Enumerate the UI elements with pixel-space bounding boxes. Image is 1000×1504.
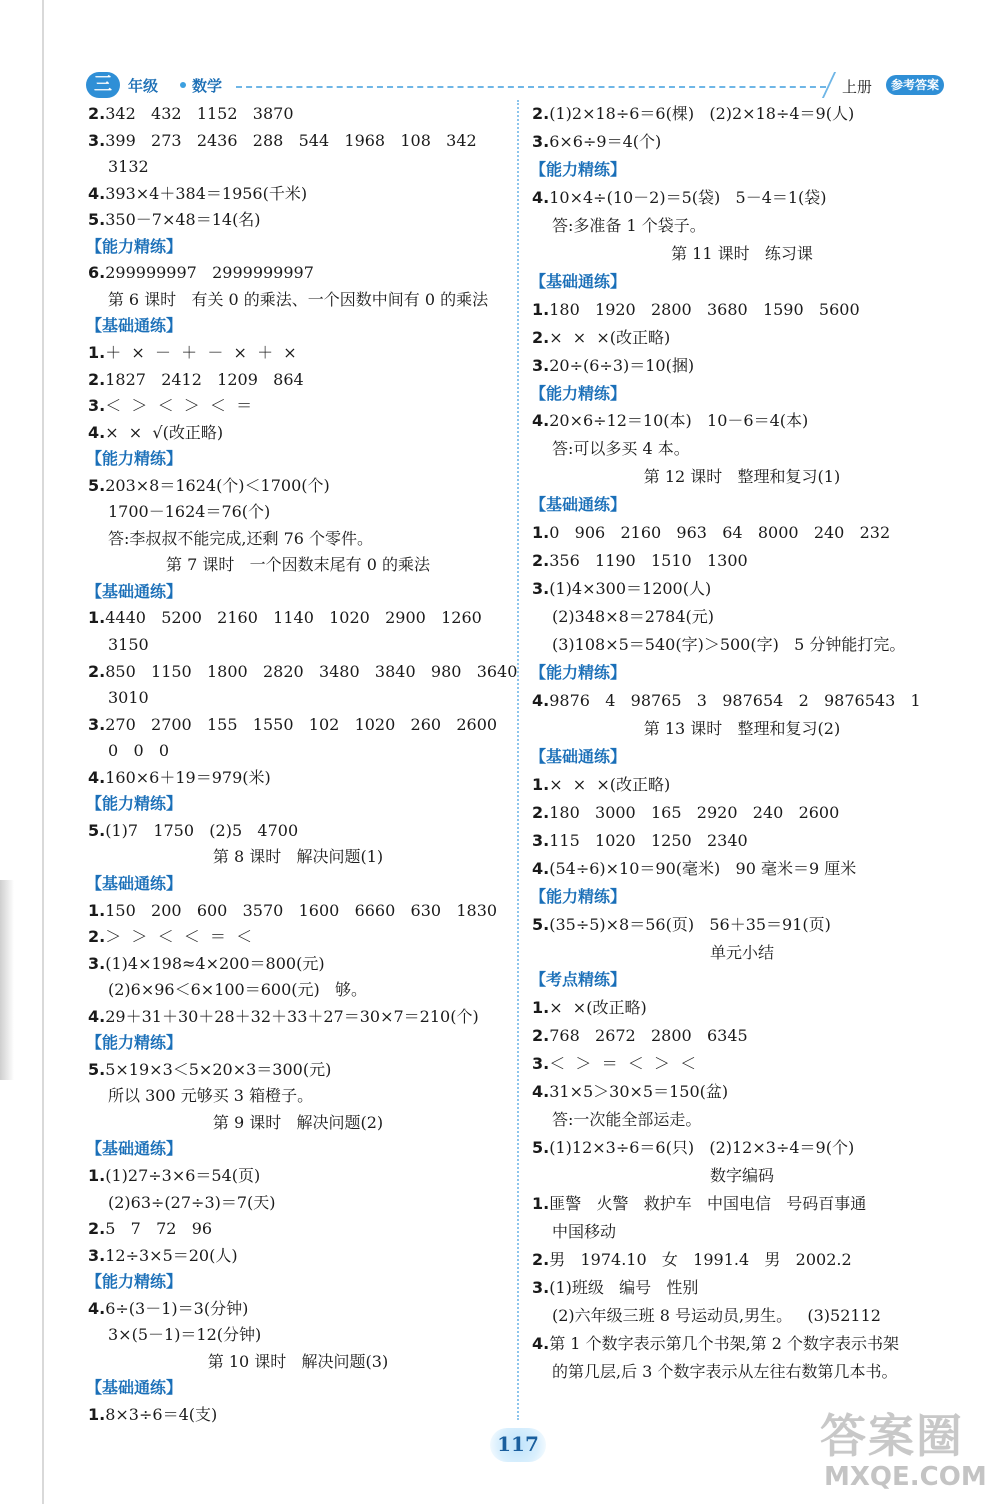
answer-text: 393×4＋384＝1956(千米) (105, 183, 308, 203)
answer-line (88, 662, 517, 682)
question-number: 4. (88, 1006, 106, 1026)
lesson-title: 第 9 课时 解决问题(2) (212, 1112, 384, 1132)
separator-dot-icon (180, 82, 186, 88)
question-number: 1. (88, 1166, 106, 1185)
section-heading: 【基础通练】 (86, 873, 183, 893)
section-heading: 【能力精练】 (530, 886, 627, 906)
answer-continuation: (2)6×96＜6×100＝600(元) 够。 (108, 980, 368, 1000)
answer-text: × ×(改正略) (549, 998, 647, 1018)
question-number: 4. (532, 187, 550, 207)
answer-line (532, 523, 890, 543)
question-number: 3. (532, 830, 550, 850)
question-number: 5. (532, 1138, 550, 1158)
answer-line (532, 859, 856, 879)
answer-line (88, 370, 304, 390)
answer-text: (1)12×3÷6＝6(只) (2)12×3÷4＝9(个) (549, 1138, 855, 1158)
answer-line (532, 691, 921, 711)
section-heading: 【能力精练】 (530, 663, 627, 682)
grade-badge: 三 (86, 72, 120, 98)
question-number: 1. (532, 523, 550, 543)
section-heading: 【基础通练】 (86, 1378, 183, 1398)
question-number: 2. (532, 802, 550, 822)
answer-text: 31×5＞30×5＝150(盆) (549, 1082, 729, 1102)
question-number: 1. (532, 1194, 550, 1214)
answer-line (88, 821, 298, 841)
answer-text: 115 1020 1250 2340 (549, 830, 748, 850)
question-number: 5. (88, 210, 106, 230)
answer-line (88, 184, 307, 204)
answer-text: 20÷(6÷3)＝10(捆) (549, 355, 695, 375)
answer-continuation: (2)六年级三班 8 号运动员,男生。 (3)52112 (552, 1305, 881, 1325)
question-number: 1. (88, 1404, 106, 1424)
answer-continuation: 答:李叔叔不能完成,还剩 76 个零件。 (108, 528, 374, 548)
answer-line (532, 1278, 698, 1298)
answer-text: 20×6÷12＝10(本) 10－6＝4(本) (549, 411, 809, 431)
answer-line (532, 356, 694, 376)
answer-text: 356 1190 1510 1300 (549, 551, 748, 571)
question-number: 4. (532, 1333, 550, 1353)
question-number: 2. (532, 1249, 550, 1269)
answer-text: ＜ ＞ ＜ ＞ ＜ ＝ (105, 396, 253, 416)
column-divider (517, 100, 519, 1420)
answer-text: 8×3÷6＝4(支) (105, 1404, 218, 1424)
answer-text: 180 1920 2800 3680 1590 5600 (549, 299, 860, 319)
answer-line (532, 1138, 854, 1158)
answer-text: 270 2700 155 1550 102 1020 260 2600 (105, 714, 498, 734)
answer-line (532, 831, 748, 851)
section-heading: 【基础通练】 (86, 316, 183, 336)
question-number: 1. (88, 900, 106, 920)
answer-text: 6÷(3－1)＝3(分钟) (105, 1298, 249, 1318)
answer-line (532, 1250, 852, 1270)
answer-text: × × ×(改正略) (549, 774, 671, 794)
question-number: 3. (88, 396, 106, 416)
answer-line (88, 210, 261, 230)
question-number: 2. (88, 369, 106, 389)
question-number: 1. (532, 998, 550, 1018)
answer-text: (1)7 1750 (2)5 4700 (105, 820, 299, 840)
section-heading: 【能力精练】 (86, 794, 183, 814)
answer-line (532, 132, 661, 152)
answer-continuation: 答:一次能全部运走。 (552, 1110, 702, 1130)
answer-continuation: 3150 (108, 635, 149, 654)
section-heading: 【基础通练】 (530, 271, 627, 291)
answer-continuation: 答:多准备 1 个袋子。 (552, 215, 706, 235)
answer-text: 5 7 72 96 (105, 1219, 213, 1239)
answer-line (88, 1166, 260, 1186)
answer-text: 10×4÷(10－2)＝5(袋) 5－4＝1(袋) (549, 187, 827, 207)
answer-line (88, 423, 223, 443)
answer-continuation: 1700－1624＝76(个) (108, 502, 271, 522)
question-number: 1. (532, 299, 550, 319)
answer-line (88, 768, 271, 788)
answer-continuation: 0 0 0 (108, 741, 170, 761)
answer-text: 768 2672 2800 6345 (549, 1026, 748, 1046)
question-number: 3. (532, 1277, 550, 1297)
answer-continuation: 的第几层,后 3 个数字表示从左往右数第几本书。 (552, 1361, 898, 1381)
answer-continuation: (2)348×8＝2784(元) (552, 607, 714, 627)
question-number: 4. (88, 767, 106, 787)
answer-text: ＜ ＞ ＝ ＜ ＞ ＜ (549, 1054, 697, 1074)
question-number: 6. (88, 263, 106, 283)
header-rule (236, 86, 826, 88)
answer-line (532, 803, 839, 823)
answer-text: (1)班级 编号 性别 (549, 1277, 699, 1297)
header-slash (822, 72, 836, 98)
section-heading: 【能力精练】 (530, 159, 627, 179)
section-heading: 【考点精练】 (530, 970, 627, 990)
answer-line (532, 775, 670, 795)
answer-line (532, 1334, 899, 1354)
answer-line (88, 1007, 479, 1027)
answer-text: × × ×(改正略) (549, 327, 671, 347)
question-number: 5. (88, 820, 106, 840)
lesson-title: 第 11 课时 练习课 (671, 243, 813, 263)
watermark-url: MXQE.COM (824, 1462, 987, 1492)
question-number: 1. (88, 342, 106, 362)
answer-continuation: (2)63÷(27÷3)＝7(天) (108, 1192, 276, 1212)
question-number: 4. (88, 422, 106, 442)
answer-line (88, 901, 497, 921)
question-number: 2. (88, 104, 106, 123)
answer-line (88, 104, 294, 124)
answer-text: 4440 5200 2160 1140 1020 2900 1260 (105, 608, 482, 628)
answer-tag: 参考答案 (886, 75, 944, 95)
answer-text: 1827 2412 1209 864 (105, 369, 304, 389)
question-number: 3. (532, 579, 550, 599)
answer-text: 29＋31＋30＋28＋32＋33＋27＝30×7＝210(个) (105, 1006, 479, 1026)
section-heading: 【能力精练】 (530, 383, 627, 403)
answer-continuation: 中国移动 (552, 1222, 617, 1241)
section-heading: 【基础通练】 (86, 581, 183, 601)
answer-continuation: 3010 (108, 688, 149, 708)
section-heading: 【基础通练】 (530, 495, 627, 515)
lesson-title: 数字编码 (709, 1166, 774, 1186)
question-number: 4. (532, 411, 550, 431)
question-number: 4. (532, 858, 550, 878)
answer-text: 350－7×48＝14(名) (105, 210, 261, 230)
answer-line (88, 263, 314, 283)
answer-text: 12÷3×5＝20(人) (105, 1245, 238, 1265)
question-number: 4. (88, 183, 106, 203)
question-number: 3. (532, 355, 550, 375)
answer-line (88, 715, 497, 735)
answer-line (88, 476, 330, 496)
answer-line (532, 1082, 728, 1102)
question-number: 1. (532, 774, 550, 794)
question-number: 4. (532, 1082, 550, 1102)
answer-text: (35÷5)×8＝56(页) 56＋35＝91(页) (549, 914, 831, 934)
answer-text: 850 1150 1800 2820 3480 3840 980 3640 (105, 661, 518, 681)
answer-line (88, 1299, 248, 1319)
binding-margin-line (42, 0, 44, 1504)
answer-text: × × √(改正略) (105, 422, 224, 442)
answer-line (88, 1405, 217, 1425)
answer-line (532, 1054, 696, 1074)
question-number: 2. (532, 327, 550, 347)
question-number: 5. (88, 475, 106, 495)
answer-line (532, 579, 711, 599)
question-number: 2. (88, 1219, 106, 1239)
answer-text: (54÷6)×10＝90(毫米) 90 毫米＝9 厘米 (549, 858, 857, 878)
answer-continuation: 所以 300 元够买 3 箱橙子。 (108, 1086, 314, 1106)
question-number: 2. (532, 1026, 550, 1046)
answer-text: 5×19×3＜5×20×3＝300(元) (105, 1059, 332, 1079)
question-number: 3. (88, 1245, 106, 1265)
answer-continuation: 3132 (108, 157, 149, 177)
answer-line (532, 1194, 866, 1214)
answer-line (88, 1219, 212, 1239)
question-number: 3. (532, 1054, 550, 1074)
lesson-title: 第 8 课时 解决问题(1) (212, 847, 384, 867)
answer-text: 0 906 2160 963 64 8000 240 232 (549, 523, 891, 543)
answer-continuation: 3×(5－1)＝12(分钟) (108, 1325, 262, 1345)
question-number: 2. (532, 551, 550, 571)
lesson-title: 第 12 课时 整理和复习(1) (643, 467, 841, 487)
answer-line (88, 927, 252, 947)
answer-text: 男 1974.10 女 1991.4 男 2002.2 (549, 1249, 852, 1269)
answer-line (532, 998, 647, 1018)
answer-text: 203×8＝1624(个)＜1700(个) (105, 475, 330, 495)
answer-text: 180 3000 165 2920 240 2600 (549, 802, 840, 822)
binding-shadow (0, 880, 14, 1080)
answer-text: 342 432 1152 3870 (105, 104, 294, 123)
answer-line (532, 188, 827, 208)
answer-line (88, 954, 325, 974)
answer-line (532, 551, 748, 571)
answer-continuation: 答:可以多买 4 本。 (552, 439, 690, 459)
question-number: 3. (532, 131, 550, 151)
question-number: 4. (88, 1298, 106, 1318)
section-heading: 【能力精练】 (86, 236, 183, 256)
answer-text: 匪警 火警 救护车 中国电信 号码百事通 (549, 1194, 867, 1214)
answer-text: (1)4×198≈4×200＝800(元) (105, 953, 325, 973)
question-number: 1. (88, 608, 106, 628)
answer-line (88, 1060, 331, 1080)
subject-label: 数学 (192, 77, 223, 95)
question-number: 3. (88, 714, 106, 734)
answer-text: 150 200 600 3570 1600 6660 630 1830 (105, 900, 498, 920)
answer-line (88, 1246, 238, 1266)
answer-continuation: (3)108×5＝540(字)＞500(字) 5 分钟能打完。 (552, 635, 906, 655)
section-heading: 【能力精练】 (86, 1272, 183, 1292)
question-number: 3. (88, 953, 106, 973)
question-number: 4. (532, 690, 550, 710)
answer-line (532, 411, 808, 431)
page-number: 117 (497, 1432, 539, 1456)
answer-text: 399 273 2436 288 544 1968 108 342 (105, 130, 477, 150)
answer-line (532, 915, 831, 935)
lesson-title: 第 7 课时 一个因数末尾有 0 的乘法 (166, 555, 430, 575)
lesson-title: 第 6 课时 有关 0 的乘法、一个因数中间有 0 的乘法 (107, 289, 489, 309)
question-number: 5. (532, 914, 550, 934)
answer-text: ＋ × － ＋ － × ＋ × (105, 342, 297, 362)
answer-text: (1)4×300＝1200(人) (549, 579, 712, 599)
answer-line (532, 328, 670, 348)
lesson-title: 单元小结 (709, 942, 774, 962)
answer-text: 299999997 2999999997 (105, 263, 314, 283)
answer-line (88, 396, 252, 416)
grade-label: 年级 (128, 77, 159, 95)
volume-label: 上册 (842, 78, 873, 96)
answer-line (88, 131, 477, 151)
answer-line (532, 300, 860, 320)
answer-text: (1)2×18÷6＝6(棵) (2)2×18÷4＝9(人) (549, 104, 855, 123)
lesson-title: 第 13 课时 整理和复习(2) (643, 718, 841, 738)
answer-line (532, 104, 854, 124)
page-header (86, 72, 952, 102)
answer-line (532, 1026, 748, 1046)
question-number: 2. (88, 927, 106, 947)
watermark-logo: 答案圈 (820, 1409, 964, 1463)
answer-text: 第 1 个数字表示第几个书架,第 2 个数字表示书架 (549, 1333, 900, 1353)
answer-text: 6×6÷9＝4(个) (549, 131, 662, 151)
question-number: 5. (88, 1059, 106, 1079)
answer-text: (1)27÷3×6＝54(页) (105, 1166, 261, 1185)
section-heading: 【基础通练】 (530, 746, 627, 766)
question-number: 2. (88, 661, 106, 681)
question-number: 3. (88, 130, 106, 150)
answer-text: ＞ ＞ ＜ ＜ ＝ ＜ (105, 927, 253, 947)
question-number: 2. (532, 104, 550, 123)
watermark (820, 1400, 990, 1496)
answer-line (88, 608, 482, 628)
answer-text: 160×6＋19＝979(米) (105, 767, 271, 787)
section-heading: 【能力精练】 (86, 1033, 183, 1053)
answer-text: 9876 4 98765 3 987654 2 9876543 1 (549, 690, 921, 710)
answer-line (88, 343, 297, 363)
lesson-title: 第 10 课时 解决问题(3) (207, 1351, 389, 1371)
section-heading: 【能力精练】 (86, 449, 183, 469)
section-heading: 【基础通练】 (86, 1139, 183, 1159)
